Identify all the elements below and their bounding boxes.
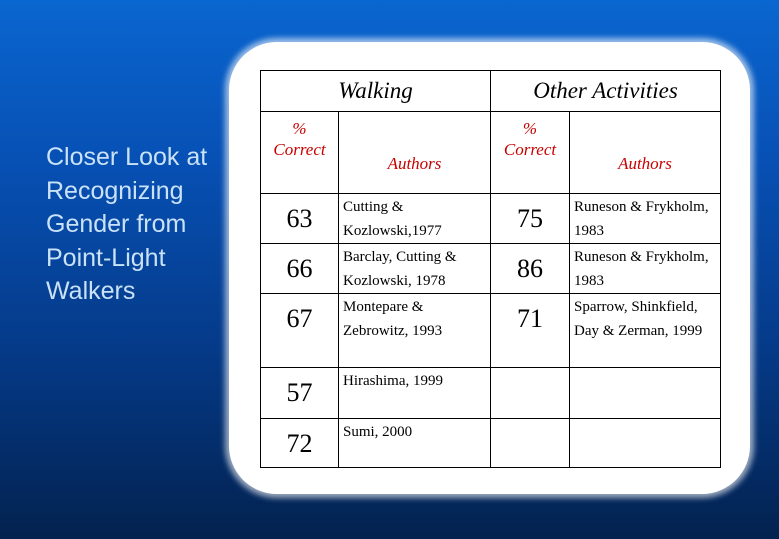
table-row <box>261 194 721 244</box>
pct-label: Correct <box>273 140 326 159</box>
walk-percent: 67 <box>261 294 339 368</box>
title-line: Closer Look at <box>46 143 208 171</box>
other-author: Runeson & Frykholm, 1983 <box>570 194 721 244</box>
walk-percent: 57 <box>261 368 339 419</box>
table-row <box>261 244 721 294</box>
other-author <box>570 419 721 468</box>
pct-symbol: % <box>292 119 307 138</box>
other-percent: 71 <box>491 294 570 368</box>
title-line: Walkers <box>46 277 136 305</box>
table-row <box>261 419 721 468</box>
other-authors-header: Authors <box>570 112 721 194</box>
walk-percent: 72 <box>261 419 339 468</box>
other-percent: 75 <box>491 194 570 244</box>
group-header-row <box>261 71 721 112</box>
walk-author: Barclay, Cutting & Kozlowski, 1978 <box>339 244 491 294</box>
walk-pct-header <box>261 112 339 194</box>
walk-authors-header: Authors <box>339 112 491 194</box>
other-activities-header: Other Activities <box>491 71 721 112</box>
walk-author: Hirashima, 1999 <box>339 368 491 419</box>
table-row <box>261 294 721 368</box>
title-line: Recognizing <box>46 176 184 205</box>
other-percent <box>491 368 570 419</box>
slide-title <box>46 141 207 309</box>
walk-percent: 63 <box>261 194 339 244</box>
pct-label: Correct <box>503 140 557 159</box>
other-pct-header <box>491 112 570 194</box>
other-percent <box>491 419 570 468</box>
title-line: Gender from <box>46 210 187 238</box>
walking-header: Walking <box>261 71 491 112</box>
other-author <box>570 368 721 419</box>
results-table <box>260 70 721 468</box>
other-author: Runeson & Frykholm, 1983 <box>570 244 721 294</box>
column-header-row <box>261 112 721 194</box>
walk-percent: 66 <box>261 244 339 294</box>
walk-author: Cutting & Kozlowski,1977 <box>339 194 491 244</box>
other-author: Sparrow, Shinkfield, Day & Zerman, 1999 <box>570 294 721 368</box>
walk-author: Montepare & Zebrowitz, 1993 <box>339 294 491 368</box>
walk-author: Sumi, 2000 <box>339 419 491 468</box>
other-percent: 86 <box>491 244 570 294</box>
title-line: Point-Light <box>46 243 166 272</box>
table-row <box>261 368 721 419</box>
pct-symbol: % <box>522 119 538 138</box>
